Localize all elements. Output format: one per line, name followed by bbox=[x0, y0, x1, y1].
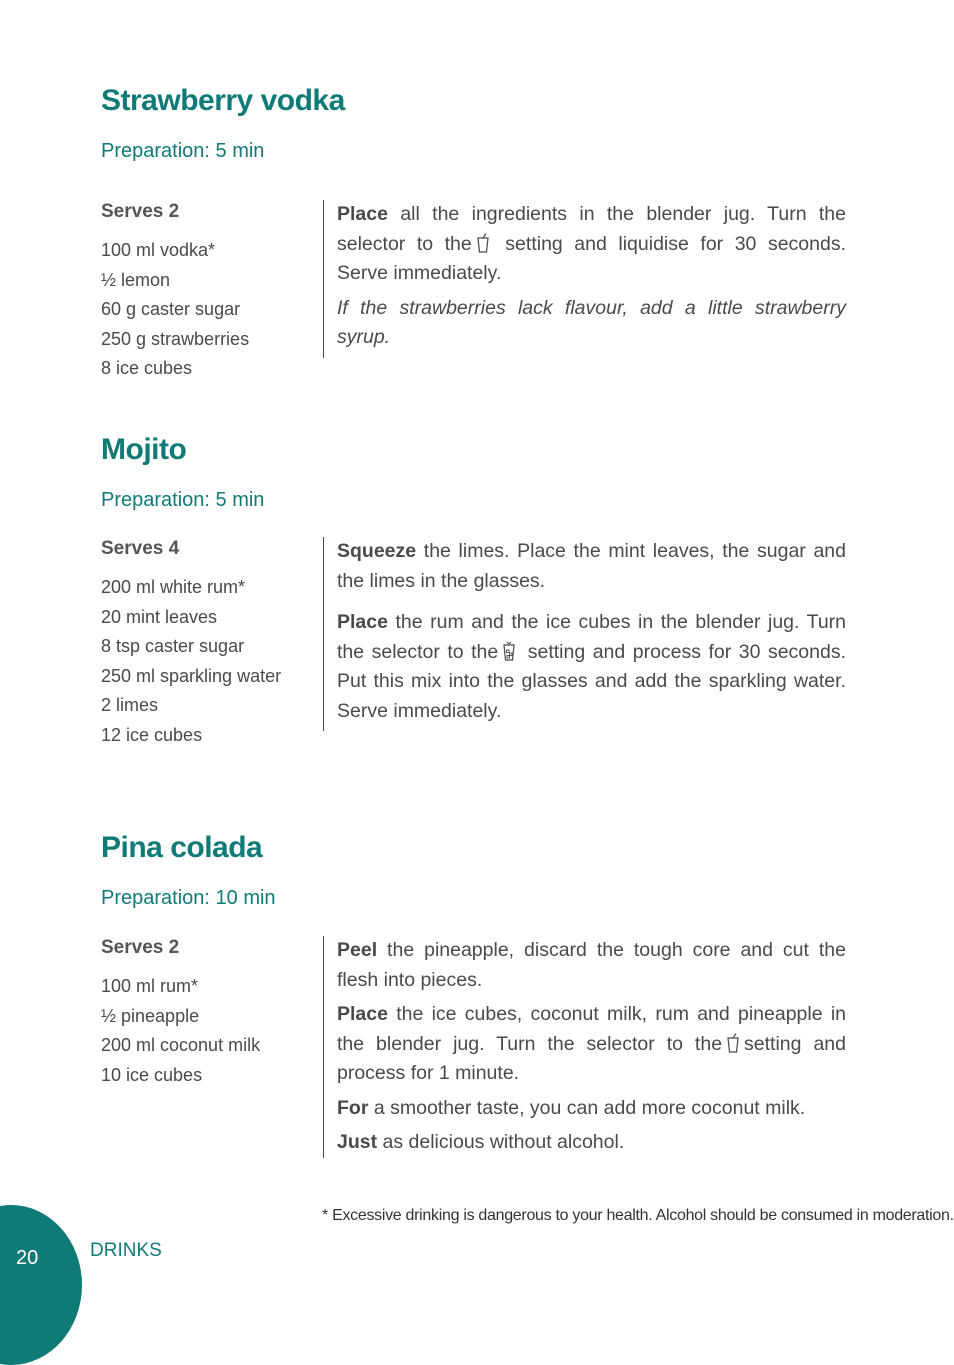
step bbox=[337, 936, 846, 995]
step-text: the limes. Place the mint leaves, the sugar and the limes in the glasses. bbox=[337, 540, 846, 592]
step-text: as delicious without alcohol. bbox=[377, 1131, 625, 1153]
step bbox=[337, 608, 846, 726]
step-tip: If the strawberries lack flavour, add a little strawberry syrup. bbox=[337, 296, 846, 348]
ingredient: 60 g caster sugar bbox=[101, 299, 241, 320]
step bbox=[337, 1128, 846, 1158]
method-steps bbox=[323, 537, 846, 731]
step-lead: Place bbox=[337, 611, 388, 633]
step bbox=[337, 200, 846, 289]
ingredients-list bbox=[101, 200, 316, 384]
method-steps bbox=[323, 200, 846, 358]
step-text: all the ingredients in the blender jug. Turn the selector to the bbox=[337, 203, 846, 255]
smoothie-setting-icon bbox=[726, 1033, 740, 1053]
section-label: DRINKS bbox=[90, 1240, 162, 1261]
step-text: setting and liquidise for 30 seconds. Serve immediately. bbox=[337, 232, 846, 284]
recipe-title: Strawberry vodka bbox=[101, 84, 345, 117]
step-text: the ice cubes, coconut milk, rum and pineapple in the blender jug. Turn the selector to the bbox=[337, 1003, 846, 1055]
step-text: the pineapple, discard the tough core and cut the flesh into pieces. bbox=[337, 939, 846, 991]
ingredient: 12 ice cubes bbox=[101, 724, 203, 745]
ice-crush-setting-icon bbox=[502, 641, 516, 661]
ingredient: 10 ice cubes bbox=[101, 1064, 203, 1085]
ingredient: 8 tsp caster sugar bbox=[101, 636, 245, 657]
ingredients-list bbox=[101, 537, 316, 751]
ingredient: ½ pineapple bbox=[101, 1005, 200, 1026]
ingredient: ½ lemon bbox=[101, 269, 171, 290]
step bbox=[337, 537, 846, 596]
step-lead: For bbox=[337, 1096, 369, 1119]
step bbox=[337, 1000, 846, 1089]
step bbox=[337, 1094, 846, 1124]
page-number: 20 bbox=[16, 1247, 39, 1269]
recipe-title: Pina colada bbox=[101, 831, 263, 864]
ingredient: 200 ml coconut milk bbox=[101, 1035, 261, 1056]
ingredient: 100 ml rum* bbox=[101, 976, 199, 996]
serves-label: Serves 2 bbox=[101, 201, 180, 222]
step-lead: Peel bbox=[337, 939, 378, 961]
smoothie-setting-icon bbox=[476, 233, 490, 253]
alcohol-footnote: * Excessive drinking is dangerous to your health. Alcohol should be consumed in moderation. bbox=[322, 1207, 954, 1224]
ingredients-list bbox=[101, 936, 316, 1090]
step-text: the rum and the ice cubes in the blender jug. Turn the selector to the bbox=[337, 611, 846, 663]
recipe-title: Mojito bbox=[101, 433, 187, 466]
preparation-time: Preparation: 5 min bbox=[101, 140, 265, 162]
step-lead: Place bbox=[337, 1003, 388, 1025]
ingredient: 20 mint leaves bbox=[101, 606, 218, 627]
step-text: a smoother taste, you can add more coconut milk. bbox=[368, 1096, 806, 1119]
preparation-time: Preparation: 10 min bbox=[101, 887, 276, 909]
ingredient: 200 ml white rum* bbox=[101, 577, 246, 597]
step-lead: Squeeze bbox=[337, 540, 417, 562]
page-tab bbox=[0, 1205, 82, 1365]
preparation-time: Preparation: 5 min bbox=[101, 489, 265, 511]
step-text: setting and process for 30 seconds. Put this mix into the glasses and add the sparkling water. Serve immediately. bbox=[337, 640, 846, 722]
ingredient: 2 limes bbox=[101, 695, 159, 716]
ingredient: 250 ml sparkling water bbox=[101, 665, 282, 686]
ingredient: 100 ml vodka* bbox=[101, 240, 216, 260]
step-lead: Place bbox=[337, 203, 388, 225]
ingredient: 8 ice cubes bbox=[101, 358, 193, 379]
ingredient: 250 g strawberries bbox=[101, 328, 250, 349]
method-steps bbox=[323, 936, 846, 1158]
serves-label: Serves 2 bbox=[101, 937, 180, 958]
serves-label: Serves 4 bbox=[101, 538, 180, 559]
step-lead: Just bbox=[337, 1131, 378, 1153]
step-text: setting and process for 1 minute. bbox=[337, 1032, 846, 1084]
